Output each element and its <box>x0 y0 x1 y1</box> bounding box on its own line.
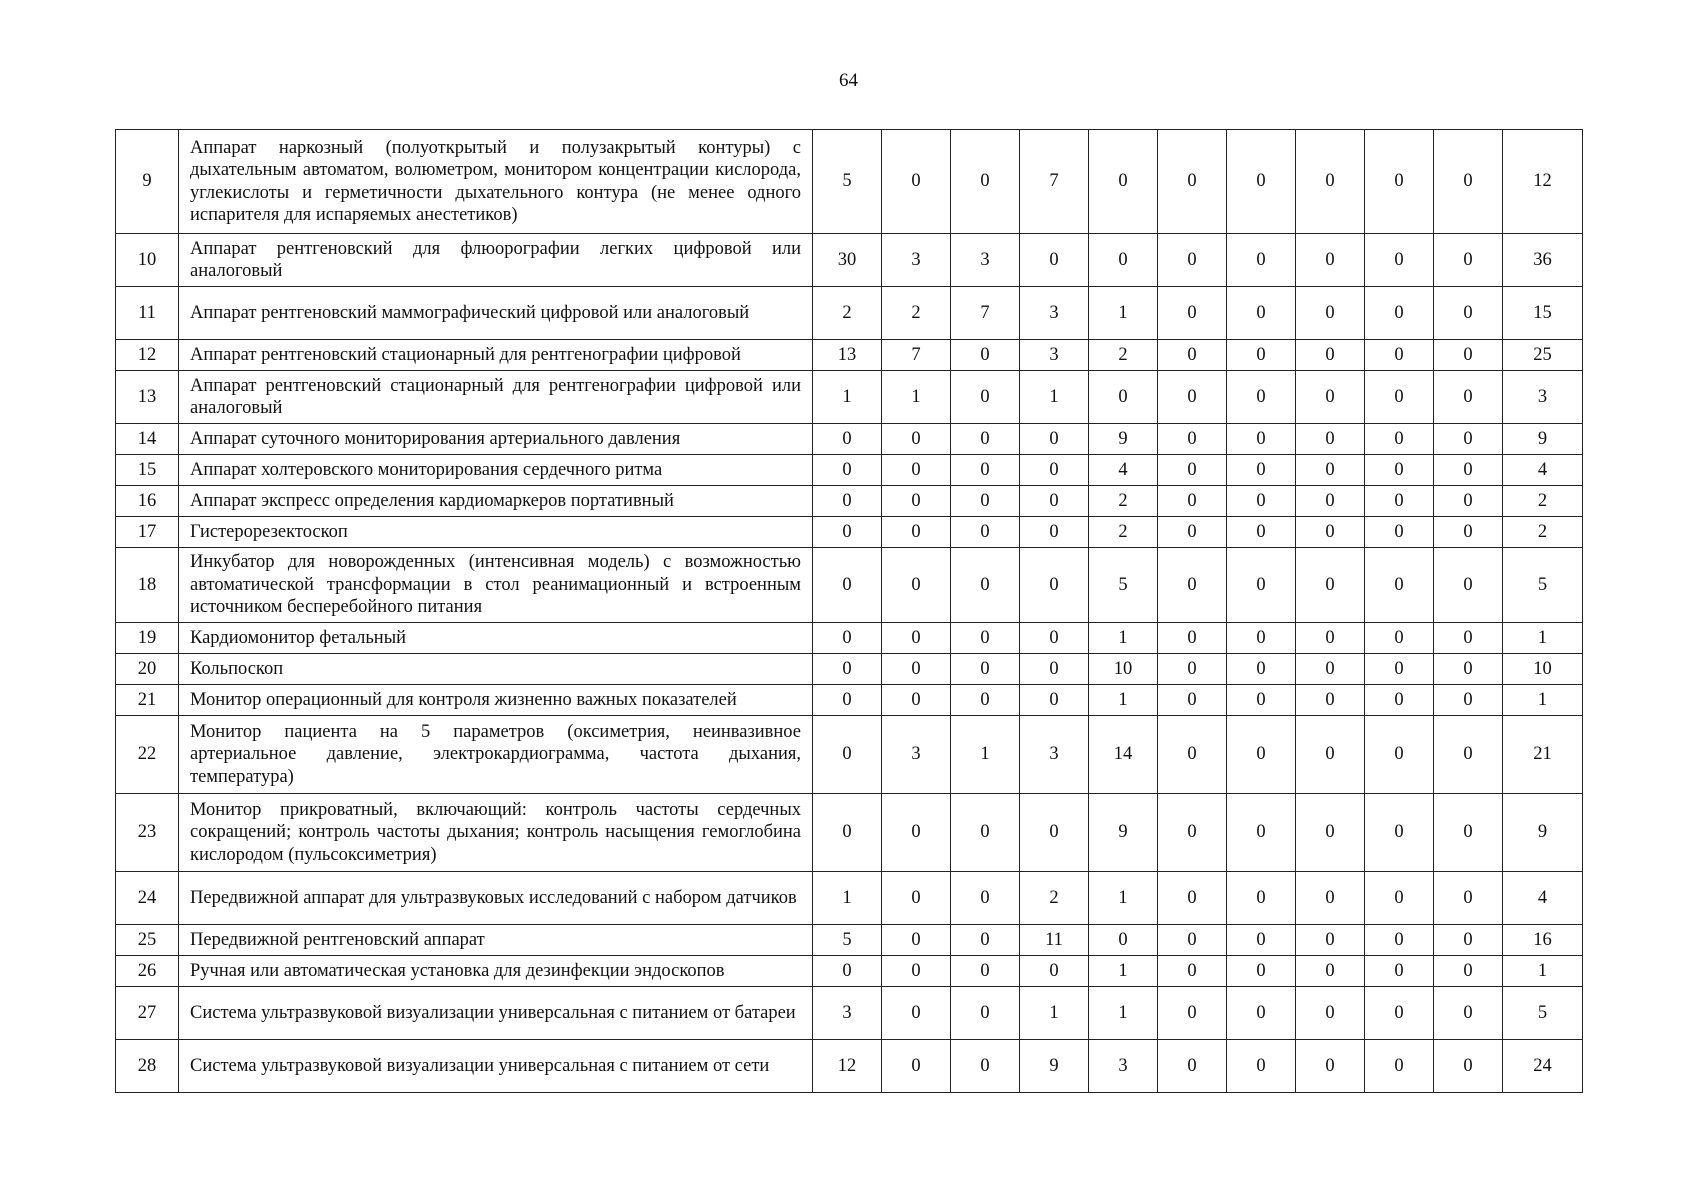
row-number-cell: 21 <box>116 685 179 716</box>
value-cell: 1 <box>1089 287 1158 340</box>
value-cell: 0 <box>1296 424 1365 455</box>
value-cell: 0 <box>1158 486 1227 517</box>
value-cell: 2 <box>1089 340 1158 371</box>
table-row <box>116 872 1583 925</box>
equipment-name-cell: Передвижной рентгеновский аппарат <box>179 925 813 956</box>
value-cell: 0 <box>1365 130 1434 234</box>
equipment-name-cell: Инкубатор для новорожденных (интенсивная модель) с возможностью автоматической трансформации в стол реанимационный и встроенным источником бесперебойного питания <box>179 548 813 623</box>
total-cell: 10 <box>1503 654 1583 685</box>
value-cell: 12 <box>813 1040 882 1093</box>
value-cell: 1 <box>951 716 1020 794</box>
value-cell: 2 <box>813 287 882 340</box>
table-row <box>116 130 1583 234</box>
value-cell: 0 <box>1434 716 1503 794</box>
total-cell: 5 <box>1503 548 1583 623</box>
value-cell: 0 <box>882 130 951 234</box>
table-row <box>116 685 1583 716</box>
value-cell: 0 <box>882 548 951 623</box>
value-cell: 0 <box>1158 872 1227 925</box>
value-cell: 0 <box>951 987 1020 1040</box>
value-cell: 0 <box>951 685 1020 716</box>
table-row <box>116 623 1583 654</box>
value-cell: 0 <box>1089 371 1158 424</box>
value-cell: 0 <box>1365 424 1434 455</box>
row-number-cell: 14 <box>116 424 179 455</box>
value-cell: 0 <box>813 455 882 486</box>
value-cell: 0 <box>1020 455 1089 486</box>
value-cell: 0 <box>1434 234 1503 287</box>
total-cell: 25 <box>1503 340 1583 371</box>
value-cell: 3 <box>882 234 951 287</box>
value-cell: 3 <box>1089 1040 1158 1093</box>
value-cell: 3 <box>1020 716 1089 794</box>
value-cell: 3 <box>882 716 951 794</box>
value-cell: 0 <box>1296 130 1365 234</box>
row-number-cell: 22 <box>116 716 179 794</box>
row-number-cell: 24 <box>116 872 179 925</box>
value-cell: 0 <box>1434 371 1503 424</box>
value-cell: 0 <box>813 794 882 872</box>
equipment-name-cell: Аппарат суточного мониторирования артериального давления <box>179 424 813 455</box>
value-cell: 0 <box>882 455 951 486</box>
value-cell: 0 <box>951 623 1020 654</box>
total-cell: 16 <box>1503 925 1583 956</box>
value-cell: 0 <box>1227 716 1296 794</box>
value-cell: 0 <box>1296 371 1365 424</box>
equipment-name-cell: Система ультразвуковой визуализации универсальная с питанием от батареи <box>179 987 813 1040</box>
value-cell: 1 <box>1089 872 1158 925</box>
row-number-cell: 28 <box>116 1040 179 1093</box>
value-cell: 2 <box>1020 872 1089 925</box>
value-cell: 0 <box>951 340 1020 371</box>
value-cell: 0 <box>1227 548 1296 623</box>
total-cell: 1 <box>1503 623 1583 654</box>
value-cell: 0 <box>882 987 951 1040</box>
value-cell: 0 <box>1158 548 1227 623</box>
value-cell: 0 <box>1296 925 1365 956</box>
value-cell: 0 <box>1296 1040 1365 1093</box>
value-cell: 0 <box>1089 130 1158 234</box>
value-cell: 0 <box>1434 956 1503 987</box>
total-cell: 9 <box>1503 424 1583 455</box>
value-cell: 0 <box>882 424 951 455</box>
value-cell: 0 <box>1089 234 1158 287</box>
value-cell: 0 <box>1434 1040 1503 1093</box>
value-cell: 0 <box>951 654 1020 685</box>
value-cell: 0 <box>1365 340 1434 371</box>
value-cell: 0 <box>951 548 1020 623</box>
value-cell: 0 <box>882 486 951 517</box>
value-cell: 0 <box>1227 455 1296 486</box>
row-number-cell: 15 <box>116 455 179 486</box>
value-cell: 1 <box>1089 987 1158 1040</box>
value-cell: 0 <box>1365 371 1434 424</box>
value-cell: 0 <box>1434 623 1503 654</box>
table-row <box>116 548 1583 623</box>
equipment-name-cell: Аппарат рентгеновский маммографический цифровой или аналоговый <box>179 287 813 340</box>
value-cell: 0 <box>1365 517 1434 548</box>
value-cell: 0 <box>1227 685 1296 716</box>
value-cell: 0 <box>1434 794 1503 872</box>
value-cell: 0 <box>1365 654 1434 685</box>
value-cell: 0 <box>1296 455 1365 486</box>
equipment-name-cell: Аппарат наркозный (полуоткрытый и полузакрытый контуры) с дыхательным автоматом, волюметром, монитором концентрации кислорода, углекислоты и герметичности дыхательного контура (не менее одного испарителя для испаряемых анестетиков) <box>179 130 813 234</box>
value-cell: 7 <box>951 287 1020 340</box>
value-cell: 9 <box>1089 424 1158 455</box>
value-cell: 0 <box>1434 455 1503 486</box>
value-cell: 0 <box>1227 371 1296 424</box>
value-cell: 7 <box>882 340 951 371</box>
value-cell: 0 <box>1365 987 1434 1040</box>
value-cell: 0 <box>1227 340 1296 371</box>
row-number-cell: 26 <box>116 956 179 987</box>
value-cell: 0 <box>813 716 882 794</box>
value-cell: 0 <box>1020 623 1089 654</box>
equipment-name-cell: Аппарат экспресс определения кардиомаркеров портативный <box>179 486 813 517</box>
value-cell: 0 <box>951 517 1020 548</box>
value-cell: 0 <box>1296 716 1365 794</box>
value-cell: 0 <box>1365 234 1434 287</box>
value-cell: 0 <box>1020 654 1089 685</box>
row-number-cell: 10 <box>116 234 179 287</box>
value-cell: 3 <box>951 234 1020 287</box>
value-cell: 1 <box>1089 623 1158 654</box>
value-cell: 0 <box>951 424 1020 455</box>
value-cell: 0 <box>1296 517 1365 548</box>
row-number-cell: 18 <box>116 548 179 623</box>
value-cell: 0 <box>1227 486 1296 517</box>
equipment-name-cell: Гистерорезектоскоп <box>179 517 813 548</box>
value-cell: 0 <box>1296 340 1365 371</box>
equipment-name-cell: Монитор пациента на 5 параметров (оксиметрия, неинвазивное артериальное давление, электрокардиограмма, частота дыхания, температура) <box>179 716 813 794</box>
value-cell: 2 <box>882 287 951 340</box>
equipment-name-cell: Аппарат рентгеновский стационарный для рентгенографии цифровой <box>179 340 813 371</box>
value-cell: 0 <box>1020 794 1089 872</box>
value-cell: 0 <box>882 956 951 987</box>
table-row <box>116 486 1583 517</box>
row-number-cell: 25 <box>116 925 179 956</box>
value-cell: 0 <box>882 654 951 685</box>
row-number-cell: 17 <box>116 517 179 548</box>
value-cell: 0 <box>1158 455 1227 486</box>
value-cell: 13 <box>813 340 882 371</box>
value-cell: 0 <box>1020 234 1089 287</box>
value-cell: 0 <box>1296 794 1365 872</box>
value-cell: 0 <box>1296 623 1365 654</box>
page-number: 64 <box>839 70 858 91</box>
value-cell: 0 <box>1158 517 1227 548</box>
value-cell: 0 <box>882 794 951 872</box>
value-cell: 0 <box>1296 956 1365 987</box>
value-cell: 4 <box>1089 455 1158 486</box>
value-cell: 2 <box>1089 486 1158 517</box>
value-cell: 0 <box>1158 130 1227 234</box>
table-row <box>116 340 1583 371</box>
table-row <box>116 925 1583 956</box>
value-cell: 0 <box>951 925 1020 956</box>
value-cell: 0 <box>1296 685 1365 716</box>
value-cell: 0 <box>1434 548 1503 623</box>
equipment-name-cell: Система ультразвуковой визуализации универсальная с питанием от сети <box>179 1040 813 1093</box>
value-cell: 0 <box>1227 234 1296 287</box>
total-cell: 2 <box>1503 486 1583 517</box>
value-cell: 0 <box>813 486 882 517</box>
value-cell: 0 <box>1365 623 1434 654</box>
equipment-name-cell: Кольпоскоп <box>179 654 813 685</box>
value-cell: 0 <box>1365 685 1434 716</box>
value-cell: 0 <box>1227 925 1296 956</box>
value-cell: 0 <box>1227 517 1296 548</box>
value-cell: 0 <box>813 517 882 548</box>
value-cell: 0 <box>1158 340 1227 371</box>
value-cell: 0 <box>951 486 1020 517</box>
value-cell: 5 <box>813 130 882 234</box>
value-cell: 0 <box>951 794 1020 872</box>
equipment-name-cell: Монитор прикроватный, включающий: контроль частоты сердечных сокращений; контроль частоты дыхания; контроль насыщения гемоглобина кислородом (пульсоксиметрия) <box>179 794 813 872</box>
total-cell: 2 <box>1503 517 1583 548</box>
value-cell: 0 <box>1227 424 1296 455</box>
value-cell: 10 <box>1089 654 1158 685</box>
value-cell: 0 <box>882 685 951 716</box>
table-row <box>116 956 1583 987</box>
value-cell: 1 <box>1089 685 1158 716</box>
value-cell: 0 <box>1020 424 1089 455</box>
row-number-cell: 23 <box>116 794 179 872</box>
equipment-name-cell: Аппарат рентгеновский стационарный для рентгенографии цифровой или аналоговый <box>179 371 813 424</box>
value-cell: 0 <box>1227 794 1296 872</box>
value-cell: 0 <box>1365 925 1434 956</box>
value-cell: 0 <box>1365 716 1434 794</box>
value-cell: 0 <box>1434 287 1503 340</box>
value-cell: 0 <box>1296 987 1365 1040</box>
total-cell: 3 <box>1503 371 1583 424</box>
value-cell: 1 <box>813 872 882 925</box>
value-cell: 0 <box>1158 623 1227 654</box>
equipment-name-cell: Передвижной аппарат для ультразвуковых исследований с набором датчиков <box>179 872 813 925</box>
equipment-name-cell: Монитор операционный для контроля жизненно важных показателей <box>179 685 813 716</box>
value-cell: 0 <box>951 872 1020 925</box>
value-cell: 0 <box>1158 424 1227 455</box>
value-cell: 1 <box>813 371 882 424</box>
total-cell: 4 <box>1503 872 1583 925</box>
value-cell: 0 <box>1296 872 1365 925</box>
value-cell: 0 <box>1158 371 1227 424</box>
value-cell: 0 <box>951 1040 1020 1093</box>
equipment-name-cell: Ручная или автоматическая установка для дезинфекции эндоскопов <box>179 956 813 987</box>
value-cell: 0 <box>1296 548 1365 623</box>
value-cell: 0 <box>813 424 882 455</box>
total-cell: 5 <box>1503 987 1583 1040</box>
value-cell: 0 <box>1434 486 1503 517</box>
value-cell: 0 <box>951 130 1020 234</box>
value-cell: 1 <box>882 371 951 424</box>
equipment-table <box>115 129 1583 1093</box>
table-row <box>116 987 1583 1040</box>
value-cell: 0 <box>1434 685 1503 716</box>
total-cell: 12 <box>1503 130 1583 234</box>
table-body <box>116 130 1583 1093</box>
value-cell: 7 <box>1020 130 1089 234</box>
value-cell: 0 <box>1365 486 1434 517</box>
value-cell: 0 <box>1020 486 1089 517</box>
value-cell: 0 <box>951 371 1020 424</box>
value-cell: 2 <box>1089 517 1158 548</box>
total-cell: 36 <box>1503 234 1583 287</box>
value-cell: 9 <box>1089 794 1158 872</box>
value-cell: 0 <box>1227 654 1296 685</box>
value-cell: 0 <box>1296 654 1365 685</box>
value-cell: 0 <box>1296 234 1365 287</box>
value-cell: 11 <box>1020 925 1089 956</box>
total-cell: 21 <box>1503 716 1583 794</box>
table-row <box>116 1040 1583 1093</box>
value-cell: 0 <box>813 548 882 623</box>
value-cell: 0 <box>1434 925 1503 956</box>
table-row <box>116 517 1583 548</box>
equipment-name-cell: Аппарат холтеровского мониторирования сердечного ритма <box>179 455 813 486</box>
value-cell: 0 <box>882 925 951 956</box>
table-row <box>116 234 1583 287</box>
table-row <box>116 794 1583 872</box>
value-cell: 0 <box>1158 716 1227 794</box>
total-cell: 9 <box>1503 794 1583 872</box>
value-cell: 1 <box>1020 371 1089 424</box>
value-cell: 0 <box>1020 517 1089 548</box>
value-cell: 0 <box>951 956 1020 987</box>
value-cell: 0 <box>1434 654 1503 685</box>
table-row <box>116 371 1583 424</box>
row-number-cell: 19 <box>116 623 179 654</box>
value-cell: 0 <box>1365 1040 1434 1093</box>
total-cell: 4 <box>1503 455 1583 486</box>
value-cell: 0 <box>1365 872 1434 925</box>
value-cell: 14 <box>1089 716 1158 794</box>
value-cell: 0 <box>1158 794 1227 872</box>
value-cell: 0 <box>951 455 1020 486</box>
value-cell: 9 <box>1020 1040 1089 1093</box>
table-row <box>116 424 1583 455</box>
value-cell: 30 <box>813 234 882 287</box>
value-cell: 0 <box>1227 287 1296 340</box>
value-cell: 0 <box>1020 548 1089 623</box>
row-number-cell: 27 <box>116 987 179 1040</box>
row-number-cell: 12 <box>116 340 179 371</box>
value-cell: 3 <box>1020 287 1089 340</box>
value-cell: 0 <box>813 623 882 654</box>
value-cell: 5 <box>1089 548 1158 623</box>
value-cell: 0 <box>1158 654 1227 685</box>
row-number-cell: 13 <box>116 371 179 424</box>
value-cell: 0 <box>1434 872 1503 925</box>
value-cell: 0 <box>882 1040 951 1093</box>
value-cell: 0 <box>1020 956 1089 987</box>
value-cell: 0 <box>1227 987 1296 1040</box>
value-cell: 1 <box>1089 956 1158 987</box>
value-cell: 0 <box>813 685 882 716</box>
value-cell: 0 <box>1158 1040 1227 1093</box>
total-cell: 15 <box>1503 287 1583 340</box>
value-cell: 0 <box>1227 623 1296 654</box>
table-row <box>116 455 1583 486</box>
value-cell: 0 <box>1296 287 1365 340</box>
value-cell: 0 <box>1365 455 1434 486</box>
value-cell: 0 <box>1434 130 1503 234</box>
value-cell: 0 <box>882 623 951 654</box>
row-number-cell: 11 <box>116 287 179 340</box>
row-number-cell: 9 <box>116 130 179 234</box>
table-row <box>116 716 1583 794</box>
value-cell: 0 <box>1227 1040 1296 1093</box>
table-row <box>116 654 1583 685</box>
equipment-name-cell: Аппарат рентгеновский для флюорографии легких цифровой или аналоговый <box>179 234 813 287</box>
value-cell: 0 <box>1158 925 1227 956</box>
value-cell: 0 <box>1365 287 1434 340</box>
value-cell: 0 <box>1434 987 1503 1040</box>
value-cell: 0 <box>1158 685 1227 716</box>
value-cell: 0 <box>882 517 951 548</box>
value-cell: 0 <box>1089 925 1158 956</box>
value-cell: 0 <box>1158 287 1227 340</box>
value-cell: 0 <box>1227 130 1296 234</box>
value-cell: 0 <box>1158 956 1227 987</box>
value-cell: 0 <box>1434 424 1503 455</box>
value-cell: 0 <box>1434 517 1503 548</box>
value-cell: 0 <box>1296 486 1365 517</box>
value-cell: 0 <box>1158 234 1227 287</box>
total-cell: 24 <box>1503 1040 1583 1093</box>
table-row <box>116 287 1583 340</box>
value-cell: 0 <box>1020 685 1089 716</box>
value-cell: 0 <box>1434 340 1503 371</box>
total-cell: 1 <box>1503 685 1583 716</box>
total-cell: 1 <box>1503 956 1583 987</box>
value-cell: 1 <box>1020 987 1089 1040</box>
value-cell: 0 <box>1227 872 1296 925</box>
value-cell: 0 <box>1227 956 1296 987</box>
value-cell: 0 <box>882 872 951 925</box>
value-cell: 3 <box>1020 340 1089 371</box>
value-cell: 0 <box>813 654 882 685</box>
value-cell: 5 <box>813 925 882 956</box>
value-cell: 0 <box>813 956 882 987</box>
equipment-name-cell: Кардиомонитор фетальный <box>179 623 813 654</box>
row-number-cell: 20 <box>116 654 179 685</box>
value-cell: 0 <box>1158 987 1227 1040</box>
value-cell: 0 <box>1365 548 1434 623</box>
value-cell: 0 <box>1365 794 1434 872</box>
row-number-cell: 16 <box>116 486 179 517</box>
value-cell: 3 <box>813 987 882 1040</box>
value-cell: 0 <box>1365 956 1434 987</box>
